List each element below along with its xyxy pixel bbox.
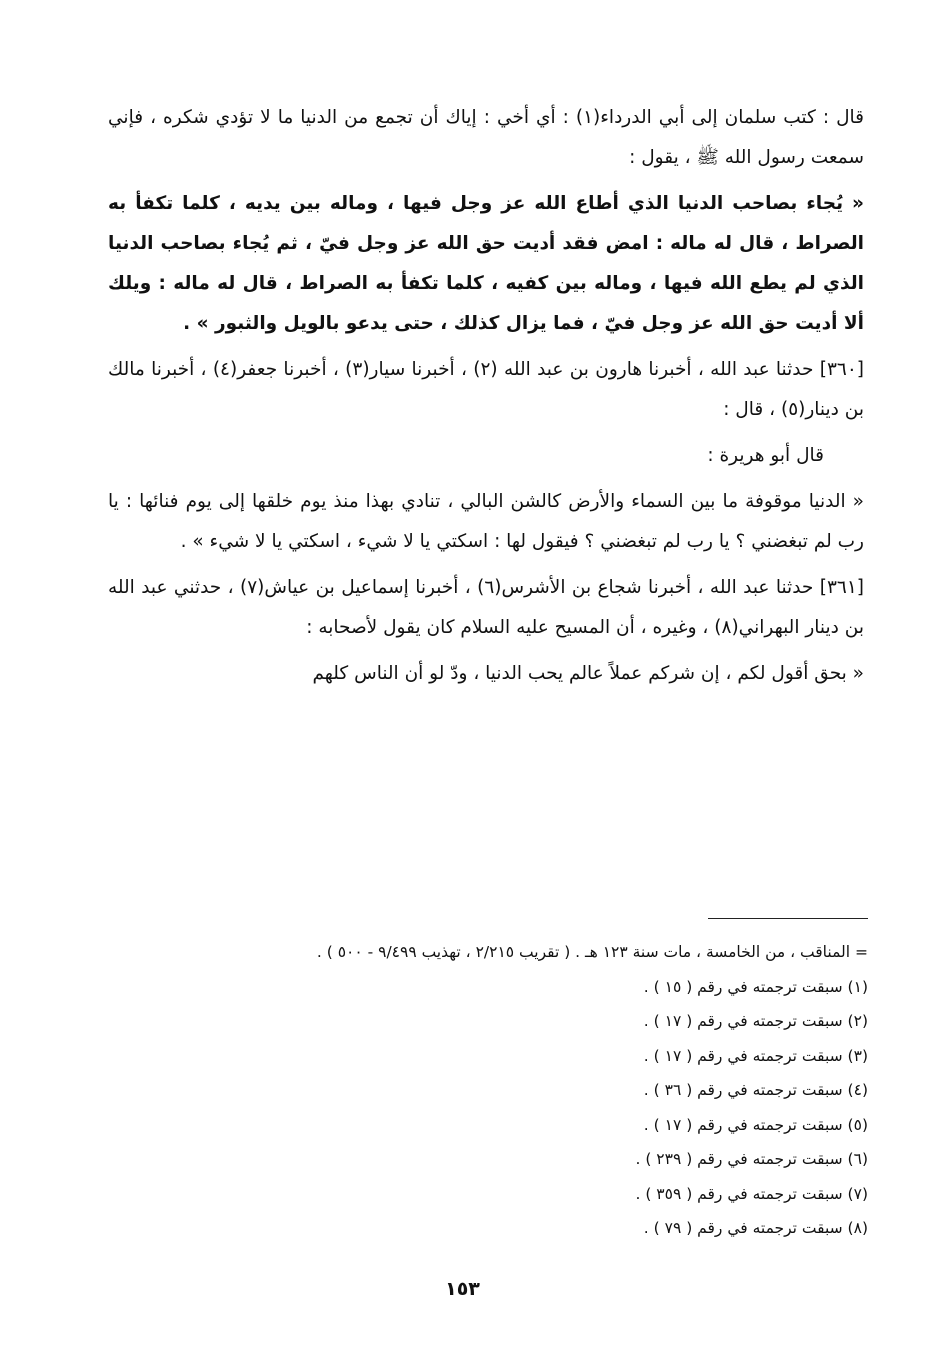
isnad-361: [٣٦١] حدثنا عبد الله ، أخبرنا شجاع بن الأشرس(٦) ، أخبرنا إسماعيل بن عياش(٧) ، حدثني عبد الله بن دينار البهراني(٨) ، وغيره ، أن المسيح عليه السلام كان يقول لأصحابه :: [108, 577, 864, 638]
narrator-line: قال أبو هريرة :: [707, 445, 824, 466]
hadith-text-1: « يُجاء بصاحب الدنيا الذي أطاع الله عز وجل فيها ، وماله بين يديه ، كلما تكفأ به الصراط ، قال له ماله : امض فقد أديت حق الله عز وجل فيّ ، ثم يُجاء بصاحب الدنيا الذي لم يطع الله فيها ، وماله بين كفيه ، كلما تكفأ به الصراط ، قال له ماله : ويلك ألا أديت حق الله عز وجل فيّ ، فما يزال كذلك ، حتى يدعو بالويل والثبور » .: [108, 193, 864, 334]
footnote-item: (٣) سبقت ترجمته في رقم ( ١٧ ) .: [643, 1046, 868, 1065]
footnote-item: (٤) سبقت ترجمته في رقم ( ٣٦ ) .: [643, 1081, 868, 1099]
footnote-item: (٥) سبقت ترجمته في رقم ( ١٧ ) .: [643, 1115, 868, 1134]
footnote-continuation: = المناقب ، من الخامسة ، مات سنة ١٢٣ هـ . ( تقريب ٢/٢١٥ ، تهذيب ٩/٤٩٩ - ٥٠٠ ) .: [316, 943, 868, 961]
footnote-item: (١) سبقت ترجمته في رقم ( ١٥ ) .: [643, 977, 868, 996]
footnote-item: (٦) سبقت ترجمته في رقم ( ٢٣٩ ) .: [635, 1150, 868, 1168]
hadith-text-2: « الدنيا موقوفة ما بين السماء والأرض كالشن البالي ، تنادي بهذا منذ يوم خلقها إلى يوم فنائها : يا رب لم تبغضني ؟ يا رب لم تبغضني ؟ فيقول لها : اسكتي يا لا شيء ، اسكتي يا لا شيء » .: [108, 491, 864, 552]
footnotes: [140, 935, 868, 1246]
main-text: [108, 98, 864, 694]
footnote-item: (٧) سبقت ترجمته في رقم ( ٣٥٩ ) .: [635, 1184, 868, 1203]
page-number: ١٥٣: [445, 1278, 480, 1300]
footnote-item: (٢) سبقت ترجمته في رقم ( ١٧ ) .: [643, 1012, 868, 1030]
footnote-item: (٨) سبقت ترجمته في رقم ( ٧٩ ) .: [643, 1219, 868, 1237]
footnote-divider: [708, 918, 868, 919]
paragraph-intro: قال : كتب سلمان إلى أبي الدرداء(١) : أي أخي : إياك أن تجمع من الدنيا ما لا تؤدي شكره ، فإني سمعت رسول الله ﷺ ، يقول :: [108, 107, 864, 168]
isnad-360: [٣٦٠] حدثنا عبد الله ، أخبرنا هارون بن عبد الله (٢) ، أخبرنا سيار(٣) ، أخبرنا جعفر(٤) ، أخبرنا مالك بن دينار(٥) ، قال :: [108, 359, 864, 420]
hadith-text-3: « بحق أقول لكم ، إن شركم عملاً عالم يحب الدنيا ، ودّ لو أن الناس كلهم: [312, 663, 864, 684]
